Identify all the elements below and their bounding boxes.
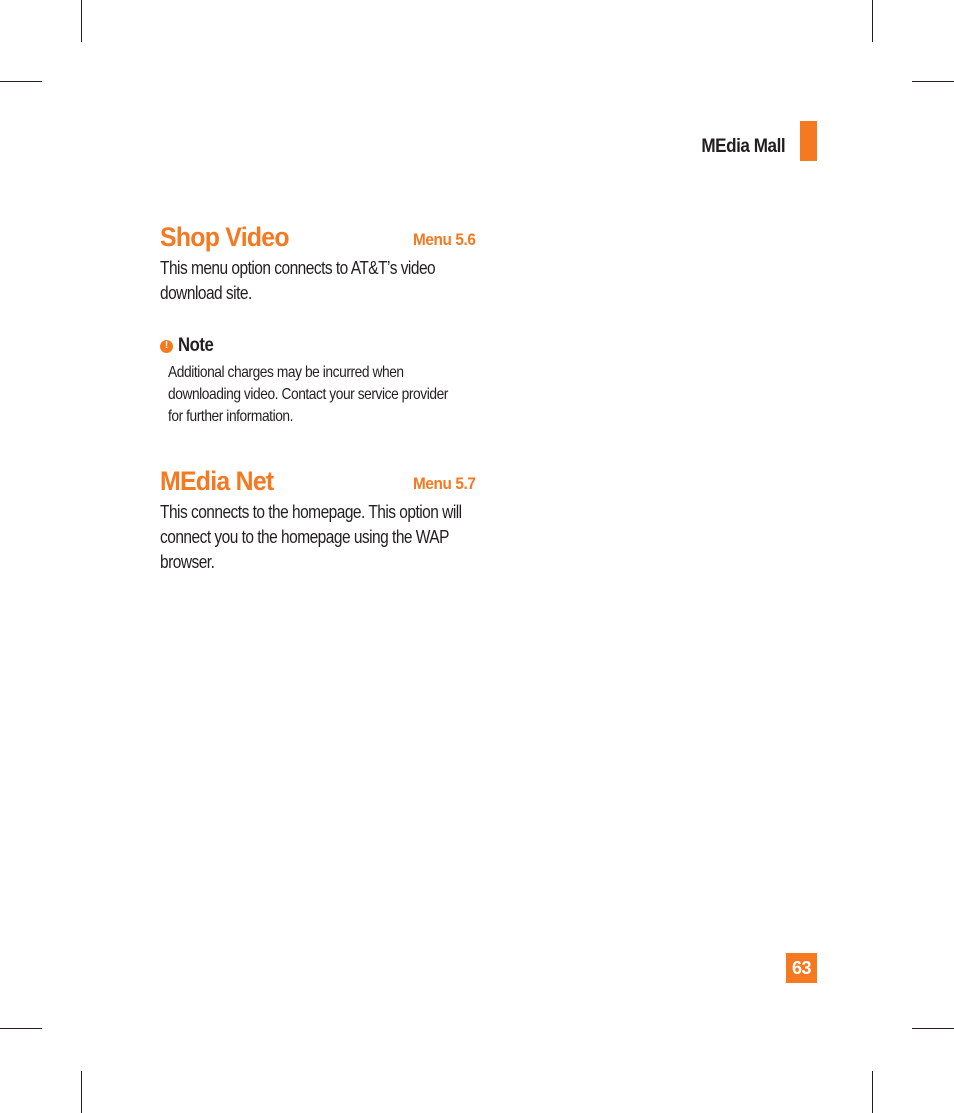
section-body: This menu option connects to AT&T’s video download site. — [160, 258, 436, 303]
section-shop-video — [160, 222, 476, 306]
note-text: Additional charges may be incurred when downloading video. Contact your service provider for further information. — [168, 364, 448, 425]
crop-mark — [0, 1028, 42, 1029]
section-title-row — [160, 222, 476, 256]
crop-mark — [81, 0, 82, 42]
section-title: MEdia Net — [160, 466, 274, 496]
note-box — [160, 335, 460, 428]
crop-mark — [872, 1071, 873, 1113]
note-header — [160, 335, 460, 357]
page-number: 63 — [786, 953, 817, 983]
section-title: Shop Video — [160, 222, 289, 252]
section-title-row — [160, 466, 476, 500]
menu-number: Menu 5.6 — [413, 230, 476, 249]
running-head-title: MEdia Mall — [701, 136, 785, 157]
section-body: This connects to the homepage. This option will connect you to the homepage using the WAP browser. — [160, 502, 462, 572]
crop-mark — [0, 81, 42, 82]
crop-mark — [912, 1028, 954, 1029]
chapter-tab — [800, 121, 817, 161]
crop-mark — [81, 1071, 82, 1113]
crop-mark — [912, 81, 954, 82]
crop-mark — [872, 0, 873, 42]
section-media-net — [160, 466, 476, 575]
menu-number: Menu 5.7 — [413, 474, 476, 493]
note-label: Note — [178, 335, 214, 356]
exclamation-icon: ! — [160, 340, 173, 353]
